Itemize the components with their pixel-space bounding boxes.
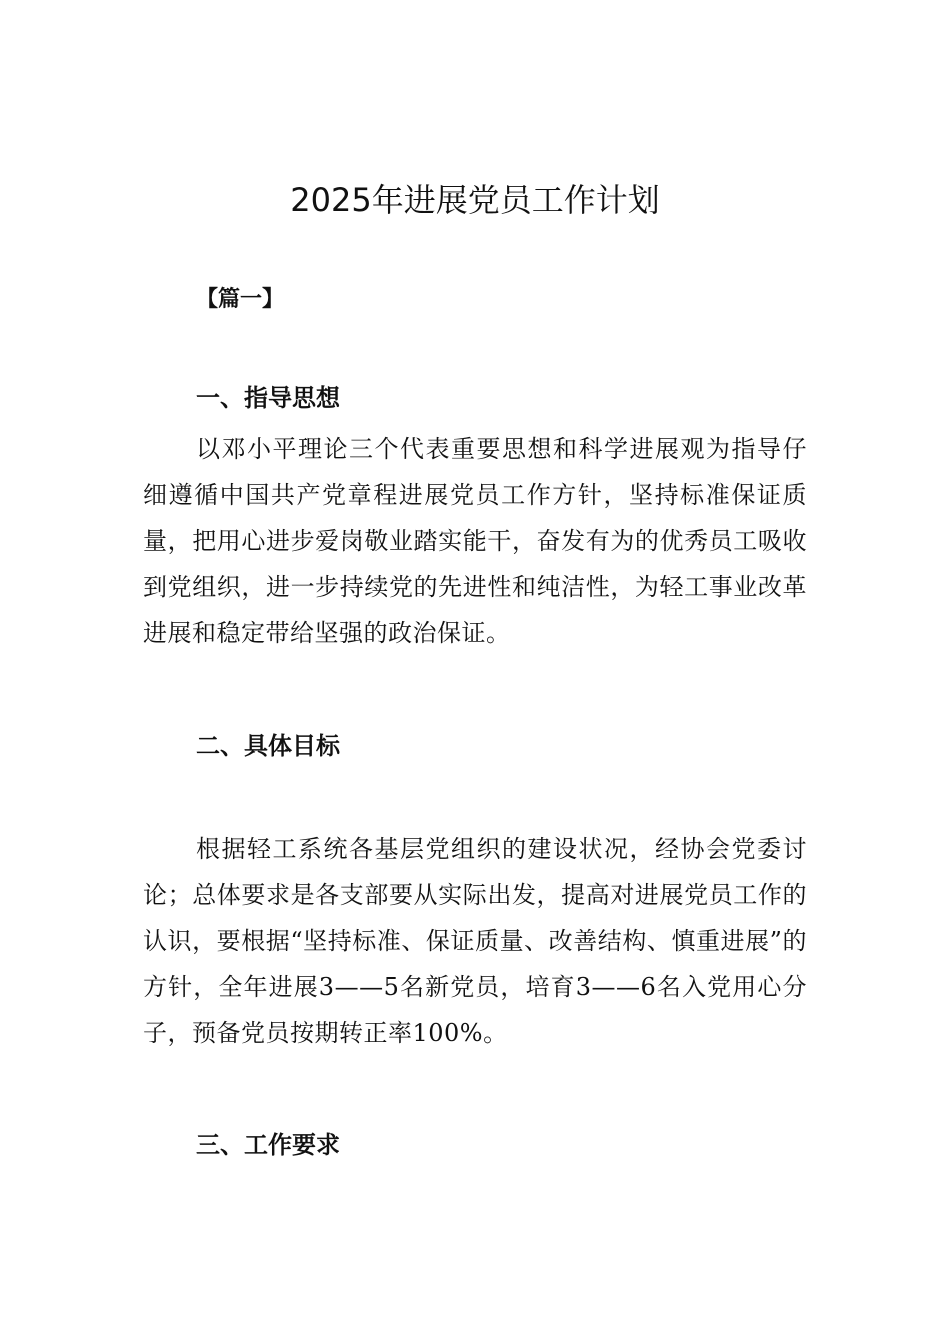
paragraph-specific-goals: 根据轻工系统各基层党组织的建设状况，经协会党委讨论；总体要求是各支部要从实际出发，提高对进展党员工作的认识，要根据“坚持标准、保证质量、改善结构、慎重进展”的方针，全年进展3——5名新党员，培育3——6名入党用心分子，预备党员按期转正率100%。 [143, 835, 807, 1047]
heading-guiding-ideology: 一、指导思想 [196, 383, 340, 412]
heading-work-requirements: 三、工作要求 [196, 1130, 340, 1159]
heading-specific-goals: 二、具体目标 [196, 731, 340, 760]
document-title: 2025年进展党员工作计划 [290, 181, 660, 219]
section-label: 【篇一】 [196, 287, 285, 312]
paragraph-guiding-ideology: 以邓小平理论三个代表重要思想和科学进展观为指导仔细遵循中国共产党章程进展党员工作方针，坚持标准保证质量，把用心进步爱岗敬业踏实能干，奋发有为的优秀员工吸收到党组织，进一步持续党的先进性和纯洁性，为轻工事业改革进展和稳定带给坚强的政治保证。 [143, 435, 807, 647]
